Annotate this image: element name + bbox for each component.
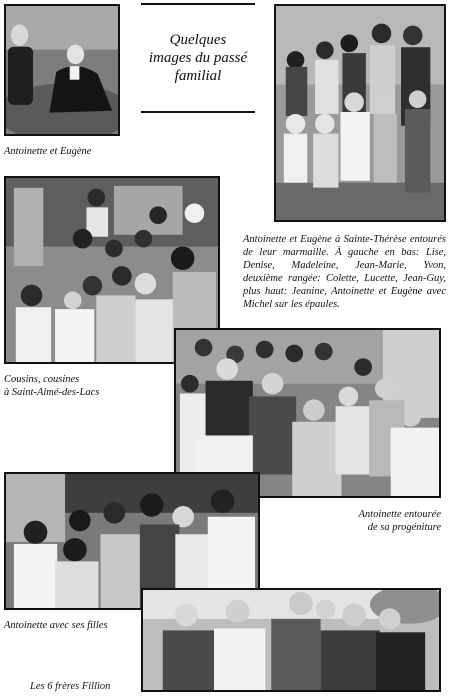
caption-cousins-line-2: à Saint-Aimé-des-Lacs xyxy=(4,387,100,398)
caption-sainte-therese: Antoinette et Eugène à Sainte-Thérèse entourés de leur marmaille. À gauche en bas: Lise, Denise, Madeleine, Jean-Marie, Yvon, deuxième rangée: Colette, Lucette, Jean-Guy, plus haut: Jeanine, Antoinette et Eugène avec Michel sur les épaules. xyxy=(243,234,446,310)
photo-sainte-therese xyxy=(274,4,446,222)
caption-progeniture-line-2: de sa progéniture xyxy=(367,522,441,533)
caption-freres: Les 6 frères Fillion xyxy=(30,681,111,692)
photo-antoinette-eugene xyxy=(4,4,120,136)
photo-antoinette-eugene-image xyxy=(6,6,118,134)
title-line-3: familial xyxy=(174,68,222,84)
caption-cousins xyxy=(4,373,154,399)
caption-progeniture xyxy=(280,508,441,534)
photo-freres-image xyxy=(143,590,439,690)
photo-freres xyxy=(141,588,441,692)
caption-filles: Antoinette avec ses filles xyxy=(4,620,108,631)
caption-progeniture-line-1: Antoinette entourée xyxy=(358,509,441,520)
title-line-2: images du passé xyxy=(148,50,248,66)
page-title xyxy=(149,31,247,85)
photo-sainte-therese-image xyxy=(276,6,444,220)
title-block xyxy=(141,3,255,113)
caption-cousins-line-1: Cousins, cousines xyxy=(4,374,80,385)
title-line-1: Quelques xyxy=(169,32,227,48)
caption-antoinette-eugene: Antoinette et Eugène xyxy=(4,146,92,157)
